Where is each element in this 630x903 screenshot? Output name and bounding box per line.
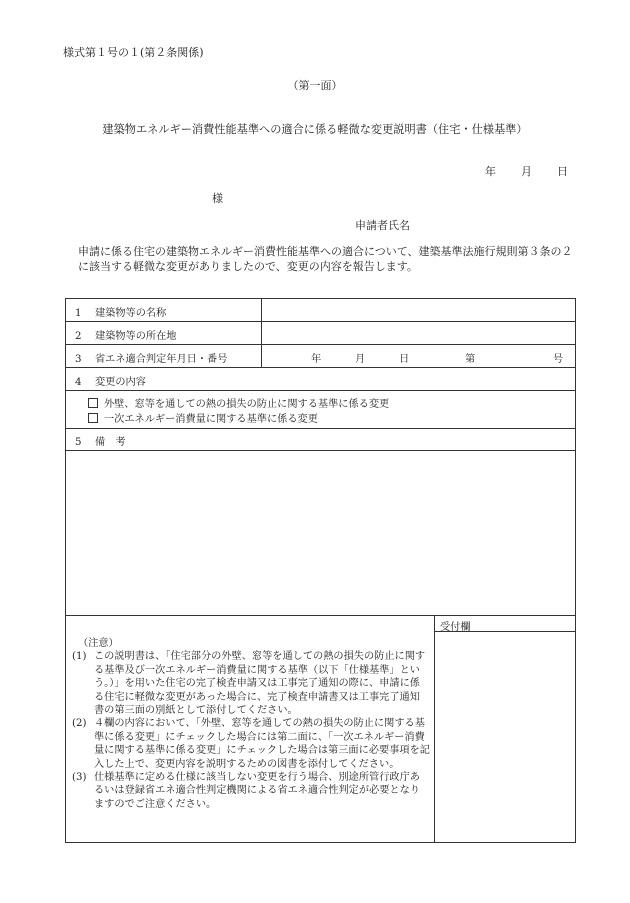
row-judgment-date-number: [75, 350, 227, 365]
row-number: 4: [75, 377, 82, 388]
receipt-label: 受付欄: [440, 622, 471, 633]
checkbox[interactable]: [88, 413, 98, 423]
option-label: 一次エネルギー消費量に関する基準に係る変更: [104, 414, 318, 425]
row-number: 2: [75, 331, 82, 342]
checkbox[interactable]: [88, 398, 98, 408]
page-label: （第一面）: [287, 79, 343, 92]
note-number: (3): [72, 772, 87, 784]
note-text: この説明書は、「住宅部分の外壁、窓等を通しての熱の損失の防止に関する基準及び一次エネルギー消費量に関する基準（以下「仕様基準」という。）」を用いた住宅の完了検査申請又は工事完了通知の際に、申請に係る住宅に軽微な変更があった場合に、完了検査申請書又は工事完了通知書の第三面の別紙として添付してください。: [94, 651, 426, 717]
row-label: 建築物等の名称: [95, 308, 167, 319]
judgment-go-label: 号: [553, 354, 564, 365]
judgment-year-label: 年: [311, 354, 322, 365]
row-number: 1: [75, 308, 82, 319]
applicant-name-label: 申請者氏名: [355, 219, 410, 232]
date-month-label: 月: [521, 165, 532, 178]
addressee-suffix: 様: [212, 192, 223, 205]
option-label: 外壁、窓等を通しての熱の損失の防止に関する基準に係る変更: [104, 399, 390, 410]
document-title: 建築物エネルギー消費性能基準への適合に係る軽微な変更説明書（住宅・仕様基準）: [102, 123, 528, 136]
row-label: 省エネ適合判定年月日・番号: [95, 354, 228, 365]
note-item: [72, 717, 430, 771]
note-text: 仕様基準に定める仕様に該当しない変更を行う場合、別途所管行政庁あるいは登録省エネ適合性判定機関による省エネ適合性判定が必要となりますのでご注意ください。: [94, 772, 420, 810]
row-number: 3: [75, 354, 82, 365]
note-text: ４欄の内容において、「外壁、窓等を通しての熱の損失の防止に関する基準に係る変更」にチェックした場合には第二面に、「一次エネルギー消費量に関する基準に係る変更」にチェックした場合は第三面に必要事項を記入した上で、変更内容を説明するための図書を添付してください。: [94, 718, 430, 770]
date-day-label: 日: [557, 165, 568, 178]
note-item: [72, 650, 430, 717]
option-envelope-change[interactable]: [88, 395, 389, 410]
row-remarks: [75, 433, 126, 448]
row-label: 変更の内容: [95, 377, 146, 388]
row-label: 建築物等の所在地: [95, 331, 177, 342]
row-change-content: [75, 373, 146, 388]
row-building-name: [75, 304, 166, 319]
notes-title: （注意）: [78, 638, 119, 649]
row-building-location: [75, 327, 177, 342]
note-number: (1): [72, 651, 87, 663]
note-number: (2): [72, 718, 87, 730]
notes-section: [72, 637, 430, 811]
form-number: 様式第１号の１(第２条関係): [63, 46, 204, 59]
row-label: 備 考: [95, 437, 126, 448]
note-item: [72, 771, 430, 811]
row-number: 5: [75, 437, 82, 448]
judgment-month-label: 月: [355, 354, 366, 365]
date-year-label: 年: [485, 165, 496, 178]
judgment-day-label: 日: [399, 354, 410, 365]
intro-text: 申請に係る住宅の建築物エネルギー消費性能基準への適合について、建築基準法施行規則第３条の２に該当する軽微な変更がありましたので、変更の内容を報告します。: [78, 245, 573, 273]
option-energy-change[interactable]: [88, 410, 318, 425]
form-table: [65, 298, 576, 843]
judgment-dai-label: 第: [465, 354, 476, 365]
